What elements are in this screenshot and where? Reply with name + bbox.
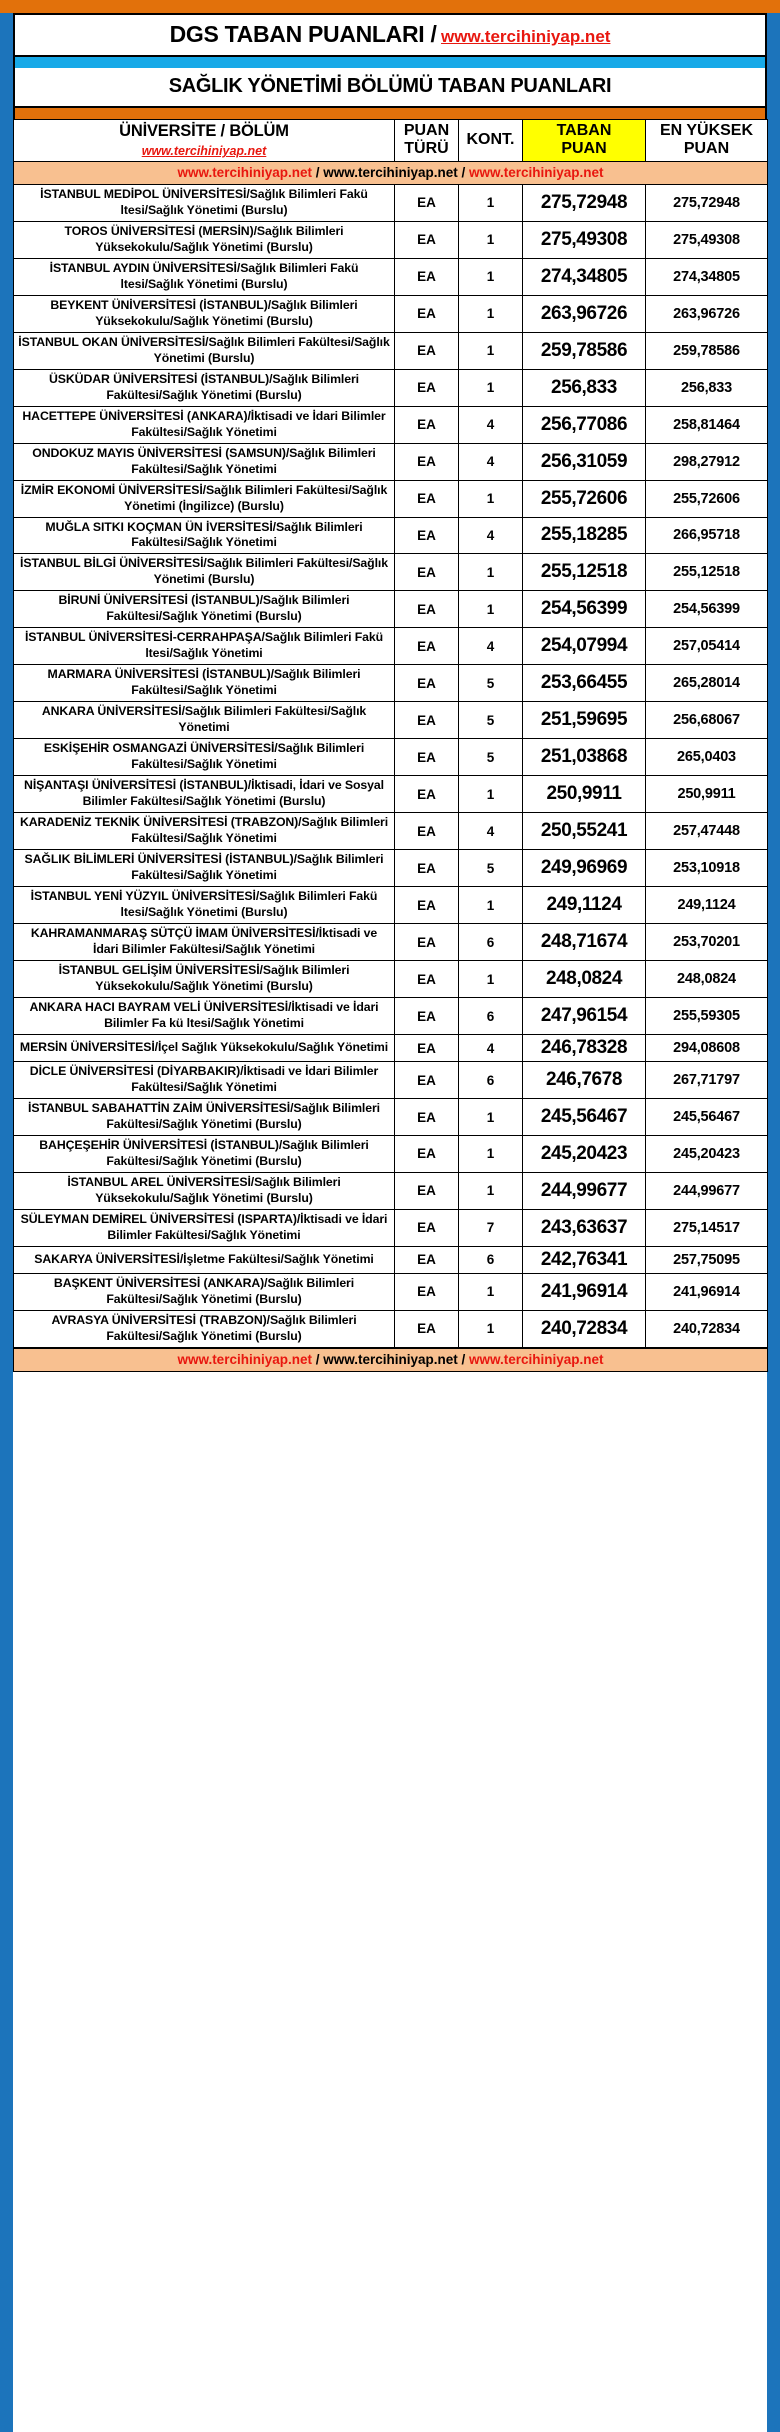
cell-quota: 1 — [459, 184, 523, 221]
header-cell-score-type — [395, 120, 459, 162]
banner-link-2[interactable]: www.tercihiniyap.net — [323, 164, 458, 180]
cell-max-score: 254,56399 — [646, 591, 768, 628]
cell-max-score: 255,72606 — [646, 480, 768, 517]
cell-quota: 1 — [459, 221, 523, 258]
cell-quota: 1 — [459, 480, 523, 517]
table-row — [14, 887, 768, 924]
cell-min-score: 255,72606 — [523, 480, 646, 517]
cell-quota: 5 — [459, 850, 523, 887]
cell-score-type: EA — [395, 443, 459, 480]
cell-university: ESKİŞEHİR OSMANGAZİ ÜNİVERSİTESİ/Sağlık Bilimleri Fakültesi/Sağlık Yönetimi — [14, 739, 395, 776]
cell-min-score: 250,9911 — [523, 776, 646, 813]
banner-bottom-link-3[interactable]: www.tercihiniyap.net — [469, 1351, 604, 1367]
cell-university: ANKARA ÜNİVERSİTESİ/Sağlık Bilimleri Fakültesi/Sağlık Yönetimi — [14, 702, 395, 739]
table-body — [14, 120, 768, 1348]
cell-university: İSTANBUL BİLGİ ÜNİVERSİTESİ/Sağlık Bilimleri Fakültesi/Sağlık Yönetimi (Burslu) — [14, 554, 395, 591]
cell-score-type: EA — [395, 776, 459, 813]
table-row — [14, 1209, 768, 1246]
cyan-divider — [13, 57, 767, 68]
cell-score-type: EA — [395, 961, 459, 998]
table-row — [14, 221, 768, 258]
cell-min-score: 242,76341 — [523, 1246, 646, 1273]
table-row — [14, 924, 768, 961]
cell-score-type: EA — [395, 702, 459, 739]
table-row — [14, 1246, 768, 1273]
cell-max-score: 258,81464 — [646, 406, 768, 443]
cell-min-score: 248,0824 — [523, 961, 646, 998]
cell-quota: 4 — [459, 517, 523, 554]
table-row — [14, 332, 768, 369]
cell-min-score: 250,55241 — [523, 813, 646, 850]
cell-quota: 6 — [459, 1062, 523, 1099]
cell-max-score: 250,9911 — [646, 776, 768, 813]
cell-score-type: EA — [395, 1136, 459, 1173]
cell-quota: 4 — [459, 1035, 523, 1062]
cell-university: BİRUNİ ÜNİVERSİTESİ (İSTANBUL)/Sağlık Bilimleri Fakültesi/Sağlık Yönetimi (Burslu) — [14, 591, 395, 628]
left-blue-rail — [0, 13, 13, 2432]
cell-score-type: EA — [395, 480, 459, 517]
cell-min-score: 245,56467 — [523, 1099, 646, 1136]
cell-score-type: EA — [395, 332, 459, 369]
scores-table — [13, 119, 768, 1348]
header-score-type-line2: TÜRÜ — [404, 140, 449, 158]
header-min-score-line1: TABAN — [556, 122, 612, 139]
cell-score-type: EA — [395, 924, 459, 961]
cell-max-score: 266,95718 — [646, 517, 768, 554]
banner-text-bottom — [177, 1352, 603, 1367]
cell-quota: 5 — [459, 739, 523, 776]
cell-university: İSTANBUL YENİ YÜZYIL ÜNİVERSİTESİ/Sağlık Bilimleri Fakü ltesi/Sağlık Yönetimi (Burslu) — [14, 887, 395, 924]
banner-cell-bottom — [14, 1348, 768, 1371]
cell-quota: 1 — [459, 554, 523, 591]
cell-min-score: 251,03868 — [523, 739, 646, 776]
cell-university: SAĞLIK BİLİMLERİ ÜNİVERSİTESİ (İSTANBUL)/Sağlık Bilimleri Fakültesi/Sağlık Yönetimi — [14, 850, 395, 887]
cell-score-type: EA — [395, 850, 459, 887]
table-row — [14, 184, 768, 221]
cell-university: DİCLE ÜNİVERSİTESİ (DİYARBAKIR)/İktisadi ve İdari Bilimler Fakültesi/Sağlık Yönetimi — [14, 1062, 395, 1099]
orange-divider — [13, 108, 767, 119]
cell-max-score: 256,833 — [646, 369, 768, 406]
cell-min-score: 241,96914 — [523, 1273, 646, 1310]
page-subtitle: SAĞLIK YÖNETİMİ BÖLÜMÜ TABAN PUANLARI — [168, 75, 612, 97]
cell-quota: 4 — [459, 406, 523, 443]
table-row — [14, 1172, 768, 1209]
cell-max-score: 253,10918 — [646, 850, 768, 887]
page-title-link[interactable]: www.tercihiniyap.net — [441, 27, 611, 46]
table-row — [14, 739, 768, 776]
header-max-score-line2: PUAN — [683, 140, 730, 158]
cell-min-score: 247,96154 — [523, 998, 646, 1035]
cell-university: ONDOKUZ MAYIS ÜNİVERSİTESİ (SAMSUN)/Sağlık Bilimleri Fakültesi/Sağlık Yönetimi — [14, 443, 395, 480]
cell-university: ANKARA HACI BAYRAM VELİ ÜNİVERSİTESİ/İktisadi ve İdari Bilimler Fa kü ltesi/Sağlık Yönetimi — [14, 998, 395, 1035]
cell-max-score: 259,78586 — [646, 332, 768, 369]
cell-max-score: 253,70201 — [646, 924, 768, 961]
cell-min-score: 255,18285 — [523, 517, 646, 554]
table-row — [14, 554, 768, 591]
cell-min-score: 251,59695 — [523, 702, 646, 739]
table-row — [14, 1273, 768, 1310]
cell-min-score: 249,96969 — [523, 850, 646, 887]
cell-min-score: 249,1124 — [523, 887, 646, 924]
cell-university: İSTANBUL ÜNİVERSİTESİ-CERRAHPAŞA/Sağlık Bilimleri Fakü ltesi/Sağlık Yönetimi — [14, 628, 395, 665]
header-score-type-line1: PUAN — [403, 122, 450, 139]
subtitle-box — [13, 68, 767, 108]
banner-row-top — [14, 161, 768, 184]
cell-university: İSTANBUL MEDİPOL ÜNİVERSİTESİ/Sağlık Bilimleri Fakü ltesi/Sağlık Yönetimi (Burslu) — [14, 184, 395, 221]
cell-university: SAKARYA ÜNİVERSİTESİ/İşletme Fakültesi/Sağlık Yönetimi — [14, 1246, 395, 1273]
cell-max-score: 255,59305 — [646, 998, 768, 1035]
cell-score-type: EA — [395, 1062, 459, 1099]
table-row — [14, 295, 768, 332]
cell-max-score: 274,34805 — [646, 258, 768, 295]
cell-max-score: 267,71797 — [646, 1062, 768, 1099]
banner-bottom-link-1[interactable]: www.tercihiniyap.net — [177, 1351, 312, 1367]
cell-university: NİŞANTAŞI ÜNİVERSİTESİ (İSTANBUL)/İktisadi, İdari ve Sosyal Bilimler Fakültesi/Sağlık Yönetimi (Burslu) — [14, 776, 395, 813]
cell-university: SÜLEYMAN DEMİREL ÜNİVERSİTESİ (ISPARTA)/İktisadi ve İdari Bilimler Fakültesi/Sağlık Yönetimi — [14, 1209, 395, 1246]
table-row — [14, 1099, 768, 1136]
cell-max-score: 265,0403 — [646, 739, 768, 776]
cell-max-score: 275,14517 — [646, 1209, 768, 1246]
cell-max-score: 245,56467 — [646, 1099, 768, 1136]
header-university-label: ÜNİVERSİTE / BÖLÜM — [119, 122, 289, 141]
cell-quota: 6 — [459, 998, 523, 1035]
cell-max-score: 240,72834 — [646, 1310, 768, 1347]
cell-min-score: 253,66455 — [523, 665, 646, 702]
table-row — [14, 665, 768, 702]
cell-max-score: 248,0824 — [646, 961, 768, 998]
table-row — [14, 850, 768, 887]
table-row — [14, 961, 768, 998]
cell-university: KAHRAMANMARAŞ SÜTÇÜ İMAM ÜNİVERSİTESİ/İktisadi ve İdari Bilimler Fakültesi/Sağlık Yönetimi — [14, 924, 395, 961]
cell-quota: 1 — [459, 1310, 523, 1347]
cell-min-score: 246,7678 — [523, 1062, 646, 1099]
cell-max-score: 241,96914 — [646, 1273, 768, 1310]
cell-quota: 1 — [459, 258, 523, 295]
cell-min-score: 240,72834 — [523, 1310, 646, 1347]
cell-score-type: EA — [395, 1035, 459, 1062]
cell-min-score: 275,49308 — [523, 221, 646, 258]
page-title: DGS TABAN PUANLARI / — [169, 21, 437, 47]
cell-university: MUĞLA SITKI KOÇMAN ÜN İVERSİTESİ/Sağlık Bilimleri Fakültesi/Sağlık Yönetimi — [14, 517, 395, 554]
cell-min-score: 256,833 — [523, 369, 646, 406]
cell-max-score: 256,68067 — [646, 702, 768, 739]
cell-min-score: 255,12518 — [523, 554, 646, 591]
banner-cell-top — [14, 161, 768, 184]
table-row — [14, 258, 768, 295]
cell-score-type: EA — [395, 258, 459, 295]
cell-score-type: EA — [395, 665, 459, 702]
cell-university: ÜSKÜDAR ÜNİVERSİTESİ (İSTANBUL)/Sağlık Bilimleri Fakültesi/Sağlık Yönetimi (Burslu) — [14, 369, 395, 406]
table-row — [14, 628, 768, 665]
table-row — [14, 443, 768, 480]
cell-university: İSTANBUL OKAN ÜNİVERSİTESİ/Sağlık Bilimleri Fakültesi/Sağlık Yönetimi (Burslu) — [14, 332, 395, 369]
banner-bottom-link-2[interactable]: www.tercihiniyap.net — [323, 1351, 458, 1367]
table-row — [14, 406, 768, 443]
cell-quota: 1 — [459, 332, 523, 369]
cell-max-score: 265,28014 — [646, 665, 768, 702]
table-row — [14, 1310, 768, 1347]
cell-quota: 1 — [459, 1136, 523, 1173]
main-title-box — [13, 13, 767, 57]
cell-university: BAHÇEŞEHİR ÜNİVERSİTESİ (İSTANBUL)/Sağlık Bilimleri Fakültesi/Sağlık Yönetimi (Burslu) — [14, 1136, 395, 1173]
cell-max-score: 275,49308 — [646, 221, 768, 258]
cell-score-type: EA — [395, 887, 459, 924]
cell-min-score: 245,20423 — [523, 1136, 646, 1173]
cell-quota: 5 — [459, 665, 523, 702]
cell-quota: 6 — [459, 924, 523, 961]
table-row — [14, 369, 768, 406]
cell-score-type: EA — [395, 628, 459, 665]
cell-university: İSTANBUL AYDIN ÜNİVERSİTESİ/Sağlık Bilimleri Fakü ltesi/Sağlık Yönetimi (Burslu) — [14, 258, 395, 295]
banner-text-top — [177, 165, 603, 180]
cell-min-score: 275,72948 — [523, 184, 646, 221]
table-row — [14, 1136, 768, 1173]
header-max-score-line1: EN YÜKSEK — [659, 122, 754, 139]
cell-score-type: EA — [395, 1099, 459, 1136]
cell-score-type: EA — [395, 406, 459, 443]
cell-score-type: EA — [395, 1172, 459, 1209]
banner-link-1[interactable]: www.tercihiniyap.net — [177, 164, 312, 180]
banner-sep-1: / — [311, 164, 324, 180]
table-header-row — [14, 120, 768, 162]
header-university-link[interactable]: www.tercihiniyap.net — [141, 144, 267, 159]
header-cell-min-score — [523, 120, 646, 162]
cell-quota: 1 — [459, 1099, 523, 1136]
cell-university: MERSİN ÜNİVERSİTESİ/İçel Sağlık Yüksekokulu/Sağlık Yönetimi — [14, 1035, 395, 1062]
table-row — [14, 776, 768, 813]
cell-score-type: EA — [395, 739, 459, 776]
cell-quota: 4 — [459, 443, 523, 480]
cell-max-score: 263,96726 — [646, 295, 768, 332]
header-cell-university — [14, 120, 395, 162]
cell-score-type: EA — [395, 517, 459, 554]
cell-max-score: 275,72948 — [646, 184, 768, 221]
table-row — [14, 1035, 768, 1062]
cell-university: BEYKENT ÜNİVERSİTESİ (İSTANBUL)/Sağlık Bilimleri Yüksekokulu/Sağlık Yönetimi (Burslu) — [14, 295, 395, 332]
cell-university: İSTANBUL AREL ÜNİVERSİTESİ/Sağlık Bilimleri Yüksekokulu/Sağlık Yönetimi (Burslu) — [14, 1172, 395, 1209]
cell-max-score: 257,05414 — [646, 628, 768, 665]
top-orange-strip — [0, 0, 780, 13]
banner-bottom-sep-1: / — [311, 1351, 324, 1367]
cell-score-type: EA — [395, 1209, 459, 1246]
cell-score-type: EA — [395, 1273, 459, 1310]
right-blue-rail — [767, 13, 780, 2432]
cell-score-type: EA — [395, 295, 459, 332]
cell-quota: 1 — [459, 776, 523, 813]
header-cell-quota: KONT. — [459, 120, 523, 162]
cell-quota: 4 — [459, 628, 523, 665]
banner-sep-2: / — [457, 164, 470, 180]
cell-score-type: EA — [395, 554, 459, 591]
header-min-score-line2: PUAN — [561, 140, 607, 158]
table-row — [14, 998, 768, 1035]
table-row — [14, 702, 768, 739]
cell-min-score: 254,56399 — [523, 591, 646, 628]
cell-score-type: EA — [395, 184, 459, 221]
header-cell-max-score — [646, 120, 768, 162]
scores-table-footer — [13, 1348, 768, 1372]
banner-bottom-sep-2: / — [457, 1351, 470, 1367]
cell-quota: 7 — [459, 1209, 523, 1246]
cell-max-score: 244,99677 — [646, 1172, 768, 1209]
cell-max-score: 245,20423 — [646, 1136, 768, 1173]
cell-quota: 1 — [459, 295, 523, 332]
cell-max-score: 257,47448 — [646, 813, 768, 850]
banner-link-3[interactable]: www.tercihiniyap.net — [469, 164, 604, 180]
cell-score-type: EA — [395, 1310, 459, 1347]
cell-university: İSTANBUL SABAHATTİN ZAİM ÜNİVERSİTESİ/Sağlık Bilimleri Fakültesi/Sağlık Yönetimi (Burslu) — [14, 1099, 395, 1136]
cell-min-score: 256,77086 — [523, 406, 646, 443]
cell-quota: 5 — [459, 702, 523, 739]
cell-score-type: EA — [395, 813, 459, 850]
cell-quota: 1 — [459, 1172, 523, 1209]
table-row — [14, 1062, 768, 1099]
cell-university: İSTANBUL GELİŞİM ÜNİVERSİTESİ/Sağlık Bilimleri Yüksekokulu/Sağlık Yönetimi (Burslu) — [14, 961, 395, 998]
cell-min-score: 259,78586 — [523, 332, 646, 369]
cell-university: İZMİR EKONOMİ ÜNİVERSİTESİ/Sağlık Bilimleri Fakültesi/Sağlık Yönetimi (İngilizce) (Burslu) — [14, 480, 395, 517]
cell-score-type: EA — [395, 591, 459, 628]
cell-max-score: 257,75095 — [646, 1246, 768, 1273]
cell-quota: 4 — [459, 813, 523, 850]
cell-university: AVRASYA ÜNİVERSİTESİ (TRABZON)/Sağlık Bilimleri Fakültesi/Sağlık Yönetimi (Burslu) — [14, 1310, 395, 1347]
cell-min-score: 263,96726 — [523, 295, 646, 332]
banner-row-bottom — [14, 1348, 768, 1371]
cell-quota: 6 — [459, 1246, 523, 1273]
cell-university: KARADENİZ TEKNİK ÜNİVERSİTESİ (TRABZON)/Sağlık Bilimleri Fakültesi/Sağlık Yönetimi — [14, 813, 395, 850]
cell-score-type: EA — [395, 221, 459, 258]
content-area — [13, 13, 767, 1372]
cell-min-score: 244,99677 — [523, 1172, 646, 1209]
cell-quota: 1 — [459, 369, 523, 406]
cell-university: MARMARA ÜNİVERSİTESİ (İSTANBUL)/Sağlık Bilimleri Fakültesi/Sağlık Yönetimi — [14, 665, 395, 702]
cell-min-score: 256,31059 — [523, 443, 646, 480]
cell-max-score: 298,27912 — [646, 443, 768, 480]
cell-university: BAŞKENT ÜNİVERSİTESİ (ANKARA)/Sağlık Bilimleri Fakültesi/Sağlık Yönetimi (Burslu) — [14, 1273, 395, 1310]
cell-score-type: EA — [395, 998, 459, 1035]
cell-quota: 1 — [459, 887, 523, 924]
cell-university: TOROS ÜNİVERSİTESİ (MERSİN)/Sağlık Bilimleri Yüksekokulu/Sağlık Yönetimi (Burslu) — [14, 221, 395, 258]
cell-min-score: 248,71674 — [523, 924, 646, 961]
cell-university: HACETTEPE ÜNİVERSİTESİ (ANKARA)/İktisadi ve İdari Bilimler Fakültesi/Sağlık Yönetimi — [14, 406, 395, 443]
cell-max-score: 249,1124 — [646, 887, 768, 924]
cell-score-type: EA — [395, 369, 459, 406]
cell-min-score: 246,78328 — [523, 1035, 646, 1062]
cell-max-score: 294,08608 — [646, 1035, 768, 1062]
cell-min-score: 274,34805 — [523, 258, 646, 295]
cell-min-score: 254,07994 — [523, 628, 646, 665]
cell-quota: 1 — [459, 1273, 523, 1310]
cell-quota: 1 — [459, 591, 523, 628]
cell-min-score: 243,63637 — [523, 1209, 646, 1246]
table-row — [14, 813, 768, 850]
cell-quota: 1 — [459, 961, 523, 998]
table-row — [14, 480, 768, 517]
table-row — [14, 517, 768, 554]
table-row — [14, 591, 768, 628]
cell-score-type: EA — [395, 1246, 459, 1273]
cell-max-score: 255,12518 — [646, 554, 768, 591]
